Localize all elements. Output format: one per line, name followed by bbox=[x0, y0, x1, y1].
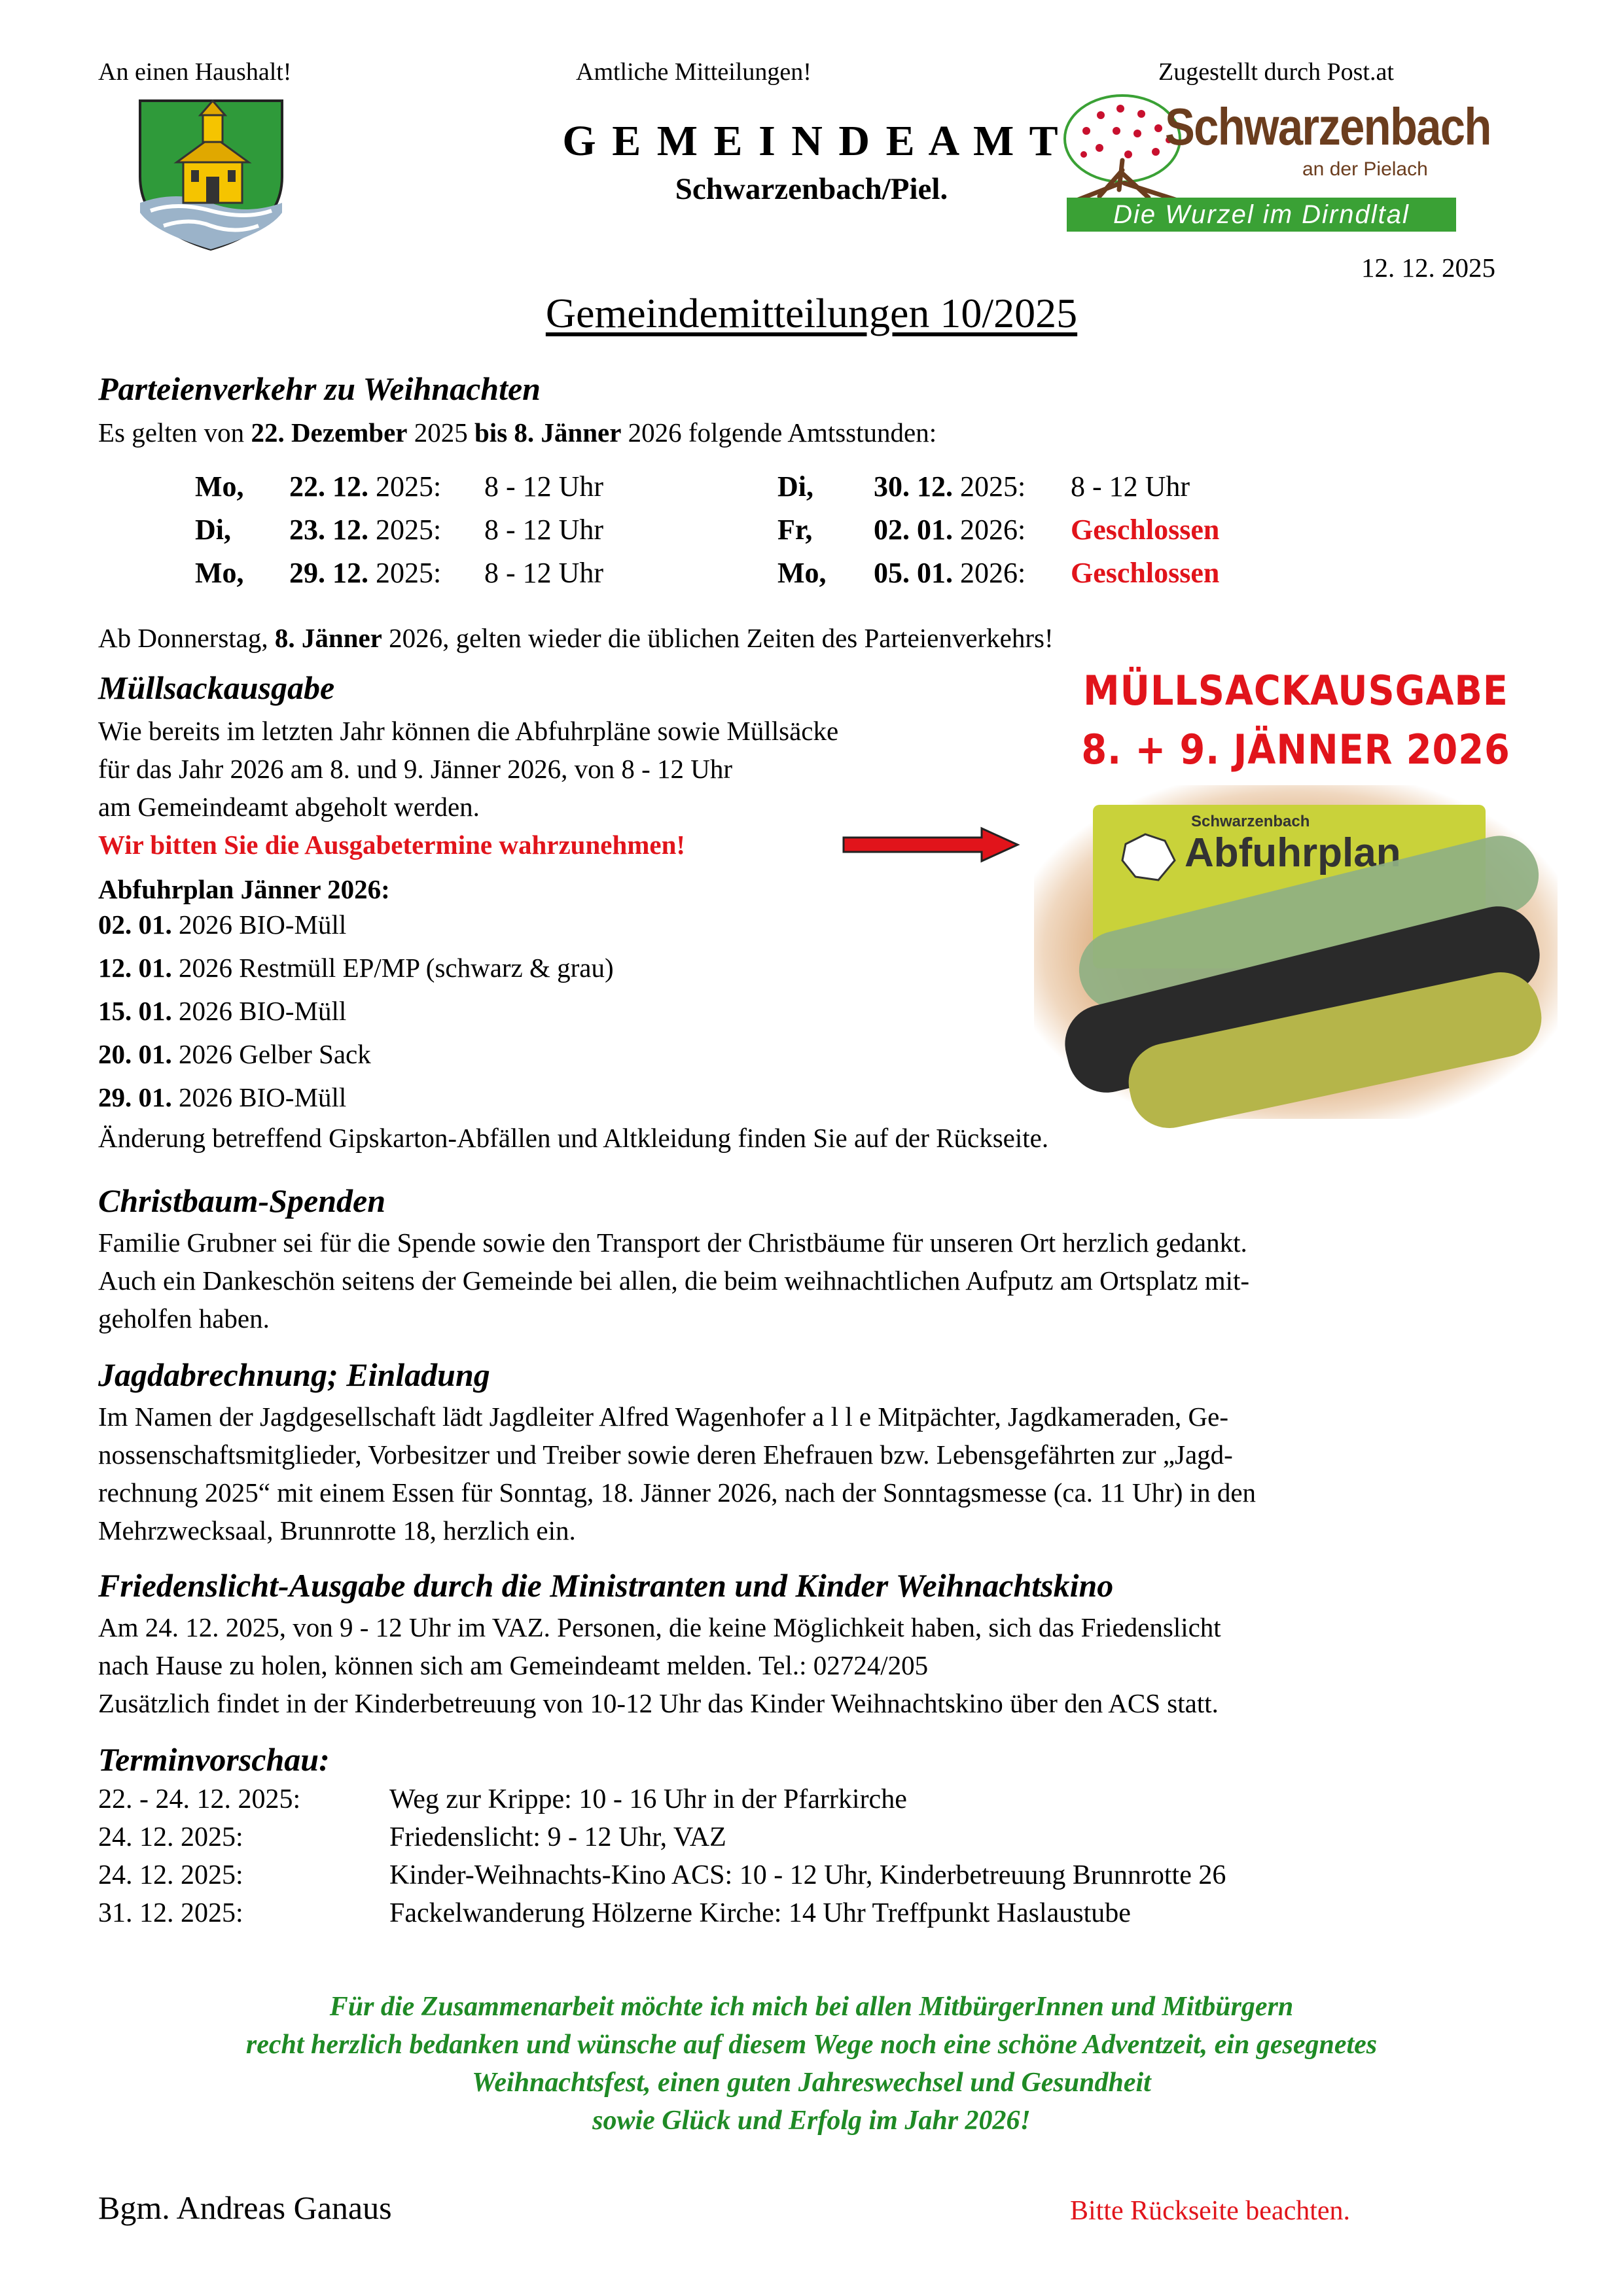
hours-time: 8 - 12 Uhr bbox=[484, 557, 604, 589]
office-title: G E M E I N D E A M T bbox=[562, 117, 1061, 165]
municipality-logo bbox=[1060, 92, 1491, 239]
hours-date: 22. 12. 2025: bbox=[289, 470, 442, 503]
friedenslicht-line: Zusätzlich findet in der Kinderbetreuung von 10-12 Uhr das Kinder Weihnachtskino über den ACS statt. bbox=[98, 1688, 1219, 1718]
card-brand: Schwarzenbach bbox=[1191, 813, 1310, 830]
arrow-right-icon bbox=[841, 826, 1021, 864]
hours-date: 29. 12. 2025: bbox=[289, 557, 442, 589]
plan-item: 29. 01. 2026 BIO-Müll bbox=[98, 1082, 347, 1112]
schedule-date: 22. - 24. 12. 2025: bbox=[98, 1784, 301, 1814]
jagd-heading: Jagdabrechnung; Einladung bbox=[98, 1356, 490, 1393]
hours-time: 8 - 12 Uhr bbox=[1071, 470, 1190, 503]
hours-closed: Geschlossen bbox=[1071, 557, 1220, 589]
hours-day: Mo, bbox=[777, 557, 827, 589]
hours-date: 05. 01. 2026: bbox=[874, 557, 1026, 589]
header-right: Zugestellt durch Post.at bbox=[1158, 58, 1394, 86]
schedule-date: 24. 12. 2025: bbox=[98, 1860, 243, 1890]
closing-line: sowie Glück und Erfolg im Jahr 2026! bbox=[592, 2106, 1031, 2136]
logo-subtitle: an der Pielach bbox=[1302, 158, 1428, 180]
hours-day: Di, bbox=[777, 470, 813, 503]
issue-date: 12. 12. 2025 bbox=[1361, 253, 1495, 283]
hours-day: Mo, bbox=[195, 557, 244, 589]
muell-text-line: für das Jahr 2026 am 8. und 9. Jänner 2026, von 8 - 12 Uhr bbox=[98, 754, 733, 784]
closing-message bbox=[0, 1988, 1623, 2140]
promo-title: MÜLLSACKAUSGABE bbox=[1083, 667, 1508, 715]
schedule-text: Weg zur Krippe: 10 - 16 Uhr in der Pfarrkirche bbox=[389, 1784, 907, 1814]
signature: Bgm. Andreas Ganaus bbox=[98, 2189, 392, 2226]
back-page-note: Bitte Rückseite beachten. bbox=[1070, 2196, 1351, 2226]
document-title: Gemeindemitteilungen 10/2025 bbox=[545, 290, 1078, 336]
header-center: Amtliche Mitteilungen! bbox=[576, 58, 812, 86]
muell-text-line: Wie bereits im letzten Jahr können die Abfuhrpläne sowie Müllsäcke bbox=[98, 716, 839, 746]
header-left: An einen Haushalt! bbox=[98, 58, 292, 86]
hours-day: Fr, bbox=[777, 514, 813, 546]
logo-name: Schwarzenbach bbox=[1165, 97, 1491, 156]
party-heading: Parteienverkehr zu Weihnachten bbox=[98, 370, 541, 407]
muell-promo-image bbox=[1021, 658, 1571, 1129]
hours-day: Mo, bbox=[195, 470, 244, 503]
muell-heading: Müllsackausgabe bbox=[98, 669, 335, 706]
closing-line: recht herzlich bedanken und wünsche auf diesem Wege noch eine schöne Adventzeit, ein gesegnetes bbox=[245, 2030, 1378, 2060]
promo-photo bbox=[1034, 785, 1558, 1119]
jagd-line: Im Namen der Jagdgesellschaft lädt Jagdleiter Alfred Wagenhofer a l l e Mitpächter, Jagdkameraden, Ge- bbox=[98, 1402, 1229, 1432]
schedule-text: Friedenslicht: 9 - 12 Uhr, VAZ bbox=[389, 1822, 726, 1852]
jagd-line: nossenschaftsmitglieder, Vorbesitzer und Treiber sowie deren Ehefrauen bzw. Lebensgefährten zur „Jagd- bbox=[98, 1439, 1233, 1470]
jagd-line: Mehrzwecksaal, Brunnrotte 18, herzlich ein. bbox=[98, 1515, 576, 1545]
plan-item: 20. 01. 2026 Gelber Sack bbox=[98, 1039, 371, 1069]
hours-date: 23. 12. 2025: bbox=[289, 514, 442, 546]
plan-item: 12. 01. 2026 Restmüll EP/MP (schwarz & grau) bbox=[98, 953, 614, 983]
friedenslicht-heading: Friedenslicht-Ausgabe durch die Ministranten und Kinder Weihnachtskino bbox=[98, 1567, 1114, 1604]
christbaum-line: geholfen haben. bbox=[98, 1303, 270, 1333]
christbaum-heading: Christbaum-Spenden bbox=[98, 1182, 386, 1219]
friedenslicht-line: Am 24. 12. 2025, von 9 - 12 Uhr im VAZ. Personen, die keine Möglichkeit haben, sich das Friedenslicht bbox=[98, 1612, 1221, 1642]
friedenslicht-line: nach Hause zu holen, können sich am Gemeindeamt melden. Tel.: 02724/205 bbox=[98, 1650, 929, 1680]
logo-slogan: Die Wurzel im Dirndltal bbox=[1067, 198, 1456, 232]
closing-line: Weihnachtsfest, einen guten Jahreswechsel und Gesundheit bbox=[472, 2068, 1151, 2098]
hours-closed: Geschlossen bbox=[1071, 514, 1220, 546]
schedule-date: 24. 12. 2025: bbox=[98, 1822, 243, 1852]
christbaum-line: Familie Grubner sei für die Spende sowie den Transport der Christbäume für unseren Ort herzlich gedankt. bbox=[98, 1227, 1247, 1258]
schedule-text: Kinder-Weihnachts-Kino ACS: 10 - 12 Uhr, Kinderbetreuung Brunnrotte 26 bbox=[389, 1860, 1226, 1890]
plan-item: 02. 01. 2026 BIO-Müll bbox=[98, 910, 347, 940]
jagd-line: rechnung 2025“ mit einem Essen für Sonntag, 18. Jänner 2026, nach der Sonntagsmesse (ca. 11 Uhr) in den bbox=[98, 1477, 1257, 1508]
closing-line: Für die Zusammenarbeit möchte ich mich bei allen MitbürgerInnen und Mitbürgern bbox=[329, 1992, 1294, 2022]
town-name: Schwarzenbach/Piel. bbox=[675, 172, 948, 206]
region-map-icon bbox=[1119, 831, 1178, 883]
promo-dates: 8. + 9. JÄNNER 2026 bbox=[1081, 726, 1510, 773]
termine-heading: Terminvorschau: bbox=[98, 1741, 330, 1778]
party-intro: Es gelten von 22. Dezember 2025 bis 8. Jänner 2026 folgende Amtsstunden: bbox=[98, 417, 937, 448]
party-outro: Ab Donnerstag, 8. Jänner 2026, gelten wieder die üblichen Zeiten des Parteienverkehrs! bbox=[98, 623, 1054, 653]
hours-day: Di, bbox=[195, 514, 231, 546]
plan-item: 15. 01. 2026 BIO-Müll bbox=[98, 996, 347, 1026]
plan-heading: Abfuhrplan Jänner 2026: bbox=[98, 874, 390, 904]
plan-footer: Änderung betreffend Gipskarton-Abfällen und Altkleidung finden Sie auf der Rückseite. bbox=[98, 1123, 1049, 1153]
muell-notice: Wir bitten Sie die Ausgabetermine wahrzunehmen! bbox=[98, 830, 686, 860]
hours-time: 8 - 12 Uhr bbox=[484, 514, 604, 546]
hours-time: 8 - 12 Uhr bbox=[484, 470, 604, 503]
hours-date: 30. 12. 2025: bbox=[874, 470, 1026, 503]
card-label: Abfuhrplan bbox=[1185, 830, 1401, 875]
schedule-text: Fackelwanderung Hölzerne Kirche: 14 Uhr Treffpunkt Haslaustube bbox=[389, 1898, 1131, 1928]
muell-text-line: am Gemeindeamt abgeholt werden. bbox=[98, 792, 480, 822]
hours-date: 02. 01. 2026: bbox=[874, 514, 1026, 546]
schedule-date: 31. 12. 2025: bbox=[98, 1898, 243, 1928]
christbaum-line: Auch ein Dankeschön seitens der Gemeinde bei allen, die beim weihnachtlichen Aufputz am Ortsplatz mit- bbox=[98, 1265, 1250, 1296]
